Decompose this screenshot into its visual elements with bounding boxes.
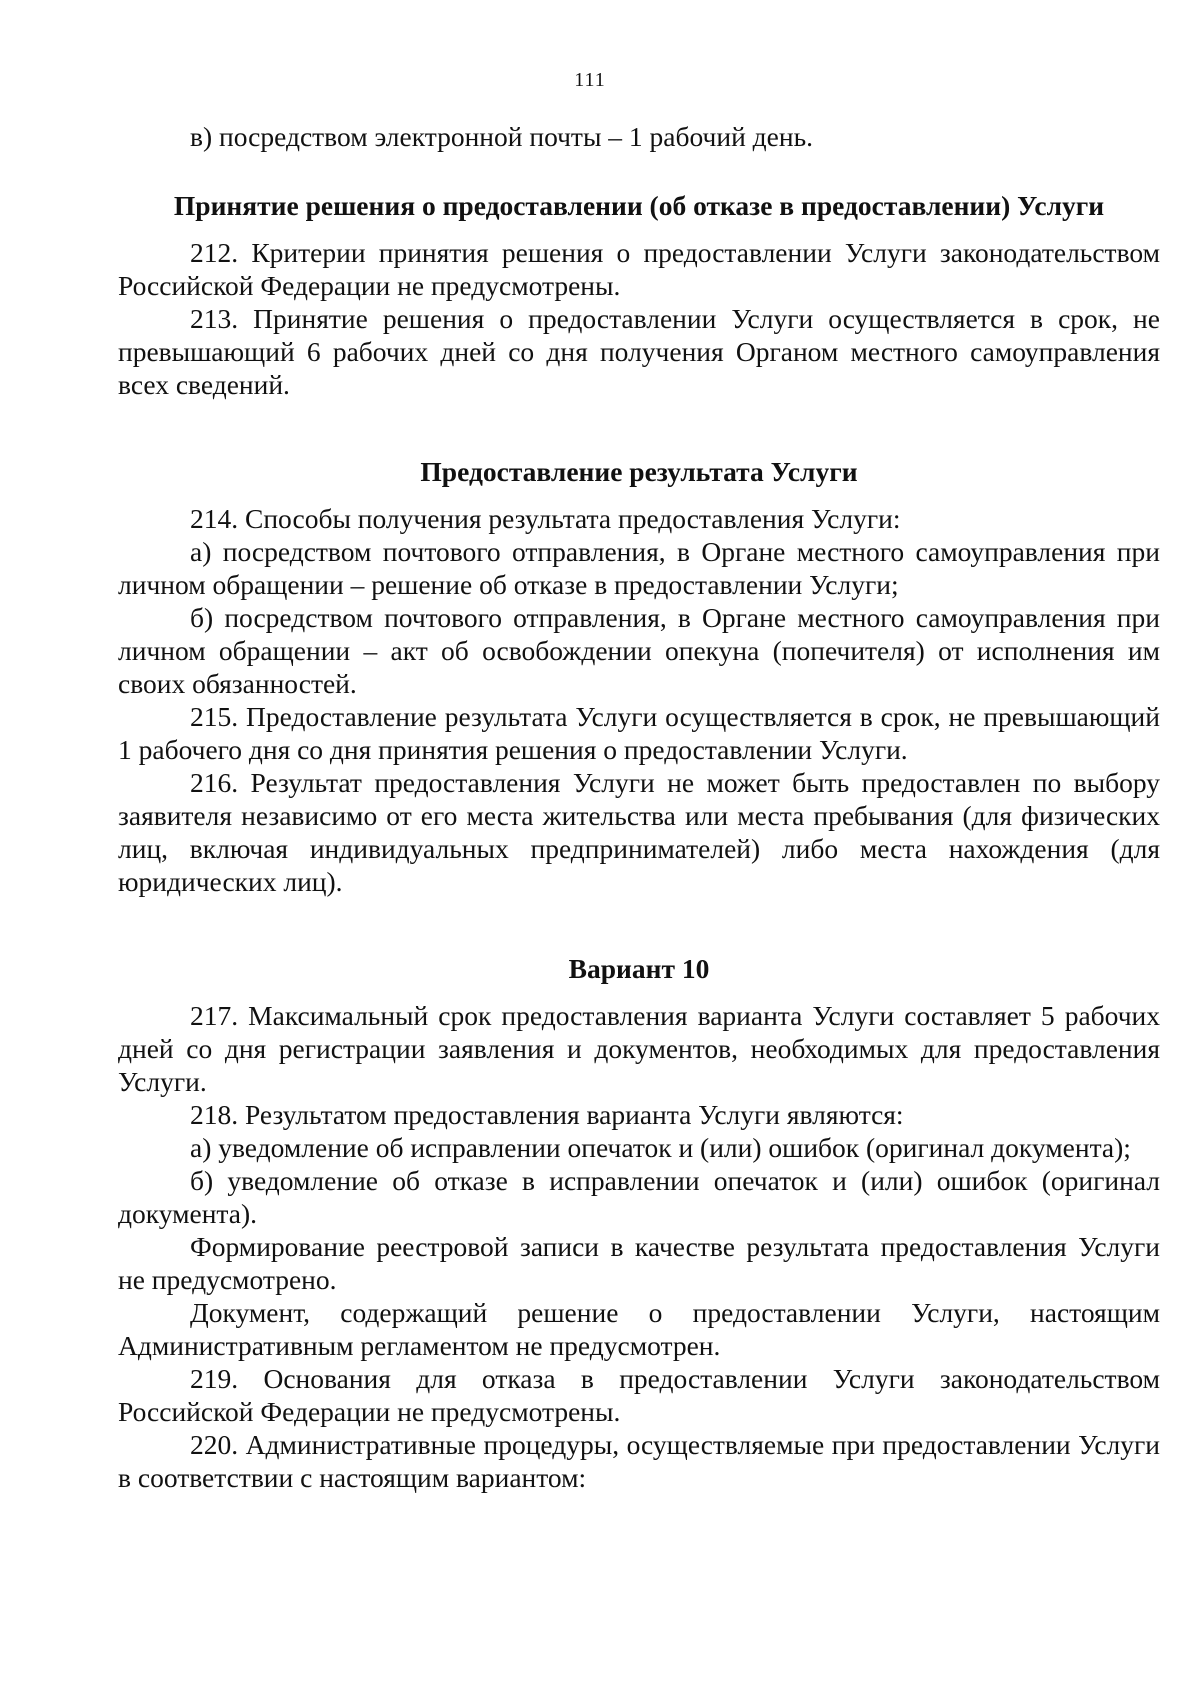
- section-heading-variant-10: Вариант 10: [568, 953, 710, 984]
- paragraph-215: 215. Предоставление результата Услуги осуществляется в срок, не превышающий 1 рабочего дня со дня принятия решения о предоставлении Услуги.: [118, 701, 1160, 765]
- paragraph-214-b: б) посредством почтового отправления, в Органе местного самоуправления при личном обращении – акт об освобождении опекуна (попечителя) от исполнения им своих обязанностей.: [118, 602, 1160, 699]
- paragraph-218-b: б) уведомление об отказе в исправлении опечаток и (или) ошибок (оригинал документа).: [118, 1165, 1160, 1229]
- paragraph-214-a: а) посредством почтового отправления, в Органе местного самоуправления при личном обращении – решение об отказе в предоставлении Услуги;: [118, 536, 1160, 600]
- paragraph-registry-record: Формирование реестровой записи в качестве результата предоставления Услуги не предусмотрено.: [118, 1231, 1160, 1295]
- paragraph-217: 217. Максимальный срок предоставления варианта Услуги составляет 5 рабочих дней со дня регистрации заявления и документов, необходимых для предоставления Услуги.: [118, 1000, 1160, 1097]
- paragraph-219: 219. Основания для отказа в предоставлении Услуги законодательством Российской Федерации не предусмотрены.: [118, 1363, 1160, 1427]
- section-heading-result: Предоставление результата Услуги: [420, 456, 858, 487]
- paragraph-item-v: в) посредством электронной почты – 1 рабочий день.: [190, 121, 814, 152]
- section-heading-decision: Принятие решения о предоставлении (об отказе в предоставлении) Услуги: [173, 190, 1105, 221]
- paragraph-218: 218. Результатом предоставления варианта Услуги являются:: [190, 1099, 904, 1130]
- paragraph-214: 214. Способы получения результата предоставления Услуги:: [190, 503, 901, 534]
- document-body: [118, 120, 1160, 1494]
- paragraph-212: 212. Критерии принятия решения о предоставлении Услуги законодательством Российской Федерации не предусмотрены.: [118, 237, 1160, 301]
- paragraph-216: 216. Результат предоставления Услуги не может быть предоставлен по выбору заявителя независимо от его места жительства или места пребывания (для физических лиц, включая индивидуальных предпринимателей) либо места нахождения (для юридических лиц).: [118, 767, 1160, 897]
- page-number: 111: [574, 69, 606, 91]
- paragraph-213: 213. Принятие решения о предоставлении Услуги осуществляется в срок, не превышающий 6 рабочих дней со дня получения Органом местного самоуправления всех сведений.: [118, 303, 1160, 400]
- paragraph-218-a: а) уведомление об исправлении опечаток и (или) ошибок (оригинал документа);: [190, 1132, 1131, 1163]
- paragraph-220: 220. Административные процедуры, осуществляемые при предоставлении Услуги в соответствии с настоящим вариантом:: [118, 1429, 1160, 1493]
- paragraph-document-decision: Документ, содержащий решение о предоставлении Услуги, настоящим Административным регламентом не предусмотрен.: [118, 1297, 1160, 1361]
